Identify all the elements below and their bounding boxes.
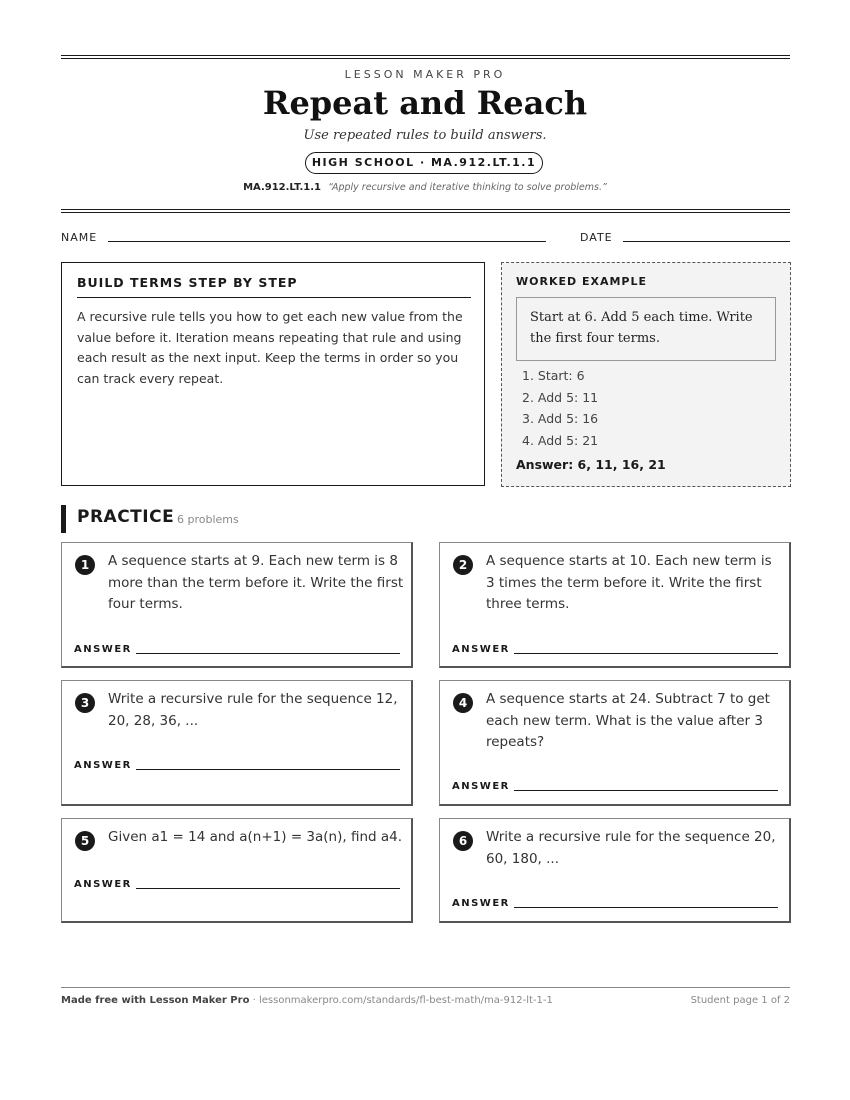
practice-count: 6 problems <box>177 513 239 526</box>
grade-standard-badge: HIGH SCHOOL · MA.912.LT.1.1 <box>305 152 543 174</box>
problem-card-3 <box>61 680 413 806</box>
answer-field-3[interactable] <box>136 769 400 770</box>
problem-text: A sequence starts at 10. Each new term is 3 times the term before it. Write the first three terms. <box>486 553 772 612</box>
answer-field-4[interactable] <box>514 790 778 791</box>
footer-rule <box>61 987 790 988</box>
problem-card-6 <box>439 818 791 923</box>
problem-card-5 <box>61 818 413 923</box>
worked-example-heading: WORKED EXAMPLE <box>516 275 647 288</box>
practice-accent-bar <box>61 505 66 533</box>
worked-example-step: 3. Add 5: 16 <box>522 411 599 426</box>
header-rule-bottom-inner <box>61 212 790 213</box>
answer-field-2[interactable] <box>514 653 778 654</box>
answer-field-6[interactable] <box>514 907 778 908</box>
answer-field-1[interactable] <box>136 653 400 654</box>
footer-made-with: Made free with Lesson Maker Pro <box>61 995 250 1006</box>
standard-line <box>0 182 850 193</box>
name-label: NAME <box>61 231 98 244</box>
problem-card-4 <box>439 680 791 806</box>
worked-example-step: 2. Add 5: 11 <box>522 389 599 405</box>
problem-number-badge: 4 <box>453 693 473 713</box>
page-title: Repeat and Reach <box>262 84 588 122</box>
worked-example-problem: Start at 6. Add 5 each time. Write the first four terms. <box>516 297 776 361</box>
problem-number-badge: 1 <box>75 555 95 575</box>
problem-text: Write a recursive rule for the sequence 12, 20, 28, 36, ... <box>108 691 398 729</box>
worked-example-steps <box>522 365 598 451</box>
problem-text: Write a recursive rule for the sequence 20, 60, 180, ... <box>486 829 776 867</box>
worked-example-step: 4. Add 5: 21 <box>522 432 599 448</box>
answer-label: ANSWER <box>452 644 510 655</box>
footer-url[interactable]: · lessonmakerpro.com/standards/fl-best-math/ma-912-lt-1-1 <box>252 995 553 1006</box>
answer-label: ANSWER <box>74 644 132 655</box>
worked-example-step: 1. Start: 6 <box>522 368 585 383</box>
brand-name: LESSON MAKER PRO <box>344 68 506 81</box>
answer-label: ANSWER <box>74 760 132 771</box>
footer-page-number: Student page 1 of 2 <box>690 995 790 1006</box>
date-label: DATE <box>580 231 613 244</box>
standard-description: “Apply recursive and iterative thinking to solve problems.” <box>328 182 607 193</box>
intro-text: A recursive rule tells you how to get each new value from the value before it. Iteration means repeating that rule and using each result as the next input. Keep the terms in order so you can track every repeat. <box>77 309 463 386</box>
problem-text: A sequence starts at 24. Subtract 7 to get each new term. What is the value after 3 repeats? <box>486 691 770 750</box>
answer-label: ANSWER <box>452 781 510 792</box>
problem-number-badge: 2 <box>453 555 473 575</box>
date-field[interactable] <box>623 241 790 242</box>
practice-title: PRACTICE <box>77 507 175 527</box>
intro-heading: BUILD TERMS STEP BY STEP <box>77 275 471 298</box>
problem-card-2 <box>439 542 791 668</box>
problem-text: A sequence starts at 9. Each new term is 8 more than the term before it. Write the first four terms. <box>108 553 404 612</box>
header-rule-bottom <box>61 209 790 210</box>
footer-credit <box>61 995 553 1006</box>
problem-card-1 <box>61 542 413 668</box>
problem-text: Given a1 = 14 and a(n+1) = 3a(n), find a4. <box>108 829 403 845</box>
standard-code: MA.912.LT.1.1 <box>243 182 321 193</box>
answer-field-5[interactable] <box>136 888 400 889</box>
header-rule-top-inner <box>61 58 790 59</box>
worked-example-panel <box>501 262 791 487</box>
problem-number-badge: 5 <box>75 831 95 851</box>
worked-example-answer: Answer: 6, 11, 16, 21 <box>516 457 666 472</box>
problem-number-badge: 3 <box>75 693 95 713</box>
header-rule-top <box>61 55 790 56</box>
problem-number-badge: 6 <box>453 831 473 851</box>
answer-label: ANSWER <box>74 879 132 890</box>
name-field[interactable] <box>108 241 546 242</box>
answer-label: ANSWER <box>452 898 510 909</box>
intro-panel <box>61 262 485 486</box>
page-subtitle: Use repeated rules to build answers. <box>303 128 547 143</box>
